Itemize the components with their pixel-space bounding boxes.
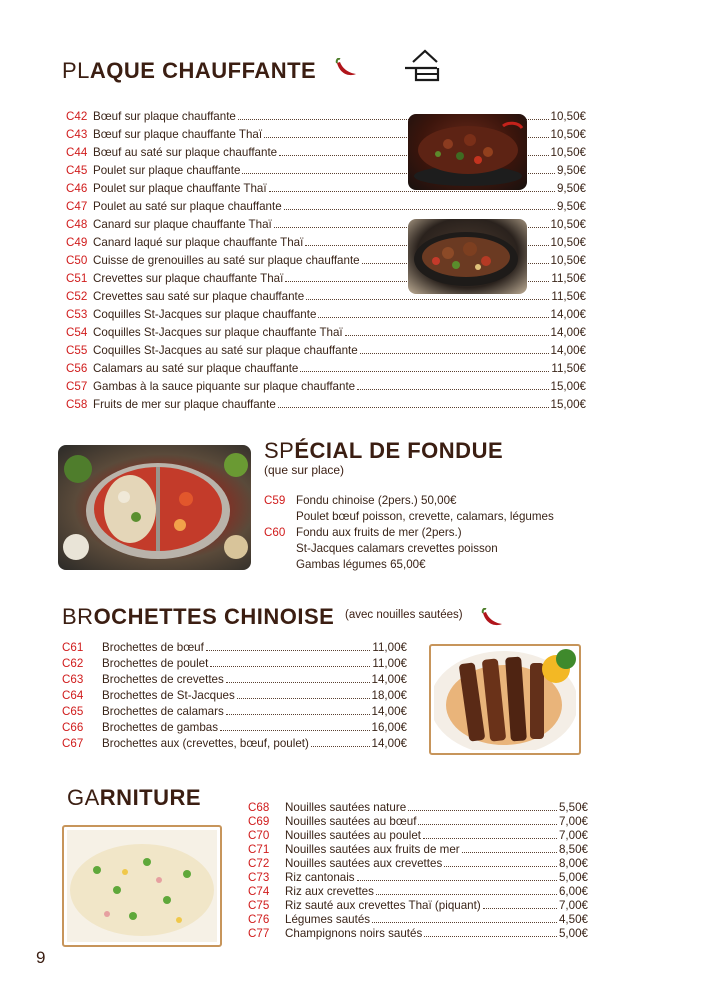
leader-dots [360,353,549,354]
item-name: Brochettes de crevettes [102,673,224,686]
item-code: C45 [66,164,88,177]
menu-item-row [62,704,407,720]
menu-item-row [62,736,407,752]
leader-dots [311,746,370,747]
item-name: Brochettes aux (crevettes, bœuf, poulet) [102,737,309,750]
item-name: Canard laqué sur plaque chauffante Thaï [93,236,304,249]
item-price: 6,00€ [558,885,588,898]
item-price: 5,00€ [558,927,588,940]
item-code: C57 [66,380,88,393]
leader-dots [357,389,548,390]
fondue-item [264,525,554,573]
chili-pepper-icon [334,58,358,80]
item-price: 15,00€ [550,398,586,411]
item-name: Nouilles sautées au bœuf [285,815,417,828]
plaque-title-bold: AQUE CHAUFFANTE [89,58,317,83]
item-code: C64 [62,689,84,702]
menu-item-row [66,378,586,396]
item-price: 15,00€ [550,380,586,393]
item-code: C47 [66,200,88,213]
fondue-item [264,493,554,525]
menu-item-row [248,871,588,885]
item-name: Coquilles St-Jacques sur plaque chauffante [93,308,317,321]
menu-item-row [248,899,588,913]
item-price: 18,00€ [371,689,407,702]
item-name: Gambas à la sauce piquante sur plaque chauffante [93,380,356,393]
item-price: 14,00€ [371,673,407,686]
item-name: Nouilles sautées nature [285,801,407,814]
leader-dots [237,698,370,699]
leader-dots [444,866,557,867]
item-name: Bœuf sur plaque chauffante [93,110,236,123]
leader-dots [278,407,549,408]
leader-dots [345,335,549,336]
item-name: Poulet sur plaque chauffante Thaï [93,182,267,195]
item-name: Bœuf au saté sur plaque chauffante [93,146,278,159]
item-name: Bœuf sur plaque chauffante Thaï [93,128,263,141]
fondue-item-line: Poulet bœuf poisson, crevette, calamars, légumes [296,510,554,523]
fondue-title-thin: SP [264,438,295,463]
brochettes-list [62,640,407,752]
item-price: 14,00€ [550,326,586,339]
item-price: 4,50€ [558,913,588,926]
fondue-title-bold: ÉCIAL DE FONDUE [294,438,504,463]
item-price: 7,00€ [558,815,588,828]
brochettes-note: (avec nouilles sautées) [345,609,463,621]
menu-item-row [66,306,586,324]
leader-dots [210,666,370,667]
item-code: C59 [264,494,286,507]
fondue-subtitle: (que sur place) [264,463,345,477]
menu-item-row [66,198,586,216]
item-name: Légumes sautés [285,913,371,926]
menu-item-row [248,913,588,927]
beef-hotplate-image [408,114,527,190]
item-code: C71 [248,843,270,856]
item-code: C63 [62,673,84,686]
menu-item-row [248,927,588,941]
menu-item-row [248,815,588,829]
item-code: C51 [66,272,88,285]
plaque-title-thin: PL [62,58,90,83]
item-name: Brochettes de St-Jacques [102,689,235,702]
item-name: Poulet sur plaque chauffante [93,164,241,177]
item-name: Nouilles sautées aux crevettes [285,857,443,870]
leader-dots [423,838,557,839]
item-name: Crevettes sau saté sur plaque chauffante [93,290,305,303]
item-price: 10,50€ [550,146,586,159]
item-price: 10,50€ [550,254,586,267]
item-code: C55 [66,344,88,357]
leader-dots [376,894,557,895]
leader-dots [418,824,557,825]
item-code: C67 [62,737,84,750]
page-number: 9 [36,948,46,967]
fondue-title [264,438,503,464]
leader-dots [306,299,549,300]
item-code: C48 [66,218,88,231]
item-price: 9,50€ [556,200,586,213]
leader-dots [372,922,557,923]
fondue-item-line: Fondu aux fruits de mer (2pers.) [296,526,462,539]
item-name: Brochettes de calamars [102,705,224,718]
item-price: 16,00€ [371,721,407,734]
item-price: 10,50€ [550,128,586,141]
item-code: C50 [66,254,88,267]
item-price: 8,00€ [558,857,588,870]
item-price: 10,50€ [550,218,586,231]
leader-dots [357,880,557,881]
item-code: C72 [248,857,270,870]
fondue-image [58,445,251,570]
item-price: 10,50€ [550,236,586,249]
item-price: 11,00€ [372,657,407,670]
item-name: Brochettes de gambas [102,721,219,734]
item-code: C52 [66,290,88,303]
item-code: C46 [66,182,88,195]
item-name: Crevettes sur plaque chauffante Thaï [93,272,284,285]
leader-dots [424,936,557,937]
leader-dots [300,371,549,372]
item-price: 11,00€ [372,641,407,654]
item-code: C43 [66,128,88,141]
leader-dots [318,317,548,318]
brochettes-title-bold: OCHETTES CHINOISE [93,604,335,629]
leader-dots [483,908,557,909]
menu-item-row [248,843,588,857]
leader-dots [408,810,557,811]
leader-dots [226,682,370,683]
item-code: C56 [66,362,88,375]
item-name: Riz cantonais [285,871,355,884]
item-price: 9,50€ [556,164,586,177]
menu-item-row [66,396,586,414]
fondue-item-line: Fondu chinoise (2pers.) 50,00€ [296,494,457,507]
item-code: C74 [248,885,270,898]
item-price: 11,50€ [551,272,586,285]
menu-item-row [248,857,588,871]
item-name: Poulet au saté sur plaque chauffante [93,200,282,213]
item-price: 14,00€ [550,344,586,357]
item-code: C68 [248,801,270,814]
chili-pepper-icon [480,608,504,630]
plaque-title [62,58,316,84]
menu-item-row [248,829,588,843]
item-code: C66 [62,721,84,734]
item-code: C65 [62,705,84,718]
menu-item-row [62,640,407,656]
leader-dots [226,714,370,715]
takeaway-house-icon [405,48,445,82]
item-price: 7,00€ [558,829,588,842]
fondue-list [264,493,554,573]
menu-item-row [62,672,407,688]
garniture-title [67,785,201,811]
item-price: 8,50€ [558,843,588,856]
item-code: C54 [66,326,88,339]
item-name: Nouilles sautées au poulet [285,829,421,842]
menu-item-row [62,720,407,736]
item-name: Canard sur plaque chauffante Thaï [93,218,272,231]
duck-hotplate-image [408,219,527,294]
item-price: 14,00€ [371,737,407,750]
menu-item-row [66,360,586,378]
menu-item-row [62,688,407,704]
fondue-item-line: Gambas légumes 65,00€ [296,558,426,571]
skewers-image [429,644,581,755]
fried-rice-image [62,825,222,947]
menu-item-row [248,801,588,815]
item-price: 14,00€ [550,308,586,321]
menu-item-row [66,324,586,342]
item-code: C42 [66,110,88,123]
item-code: C70 [248,829,270,842]
leader-dots [206,650,371,651]
menu-item-row [62,656,407,672]
item-code: C76 [248,913,270,926]
item-code: C69 [248,815,270,828]
item-price: 11,50€ [551,290,586,303]
item-code: C44 [66,146,88,159]
item-name: Brochettes de poulet [102,657,209,670]
brochettes-title [62,604,334,630]
item-price: 14,00€ [371,705,407,718]
item-name: Champignons noirs sautés [285,927,423,940]
item-price: 10,50€ [550,110,586,123]
item-code: C53 [66,308,88,321]
menu-item-row [248,885,588,899]
leader-dots [462,852,557,853]
item-name: Coquilles St-Jacques au saté sur plaque chauffante [93,344,358,357]
item-name: Calamars au saté sur plaque chauffante [93,362,299,375]
item-code: C60 [264,526,286,539]
leader-dots [269,191,555,192]
item-code: C77 [248,927,270,940]
garniture-title-bold: RNITURE [99,785,202,810]
item-price: 11,50€ [551,362,586,375]
fondue-item-line: St-Jacques calamars crevettes poisson [296,542,498,555]
garniture-list [248,801,588,941]
leader-dots [220,730,370,731]
item-code: C58 [66,398,88,411]
item-name: Nouilles sautées aux fruits de mer [285,843,460,856]
item-price: 5,50€ [558,801,588,814]
item-name: Fruits de mer sur plaque chauffante [93,398,276,411]
item-price: 5,00€ [558,871,588,884]
brochettes-title-thin: BR [62,604,94,629]
leader-dots [284,209,555,210]
item-name: Cuisse de grenouilles au saté sur plaque chauffante [93,254,360,267]
item-name: Riz sauté aux crevettes Thaï (piquant) [285,899,481,912]
item-name: Riz aux crevettes [285,885,374,898]
item-price: 7,00€ [558,899,588,912]
menu-item-row [66,342,586,360]
item-name: Coquilles St-Jacques sur plaque chauffante Thaï [93,326,343,339]
item-code: C73 [248,871,270,884]
item-code: C75 [248,899,270,912]
item-name: Brochettes de bœuf [102,641,204,654]
item-price: 9,50€ [556,182,586,195]
garniture-title-thin: GA [67,785,100,810]
item-code: C49 [66,236,88,249]
item-code: C61 [62,641,84,654]
item-code: C62 [62,657,84,670]
